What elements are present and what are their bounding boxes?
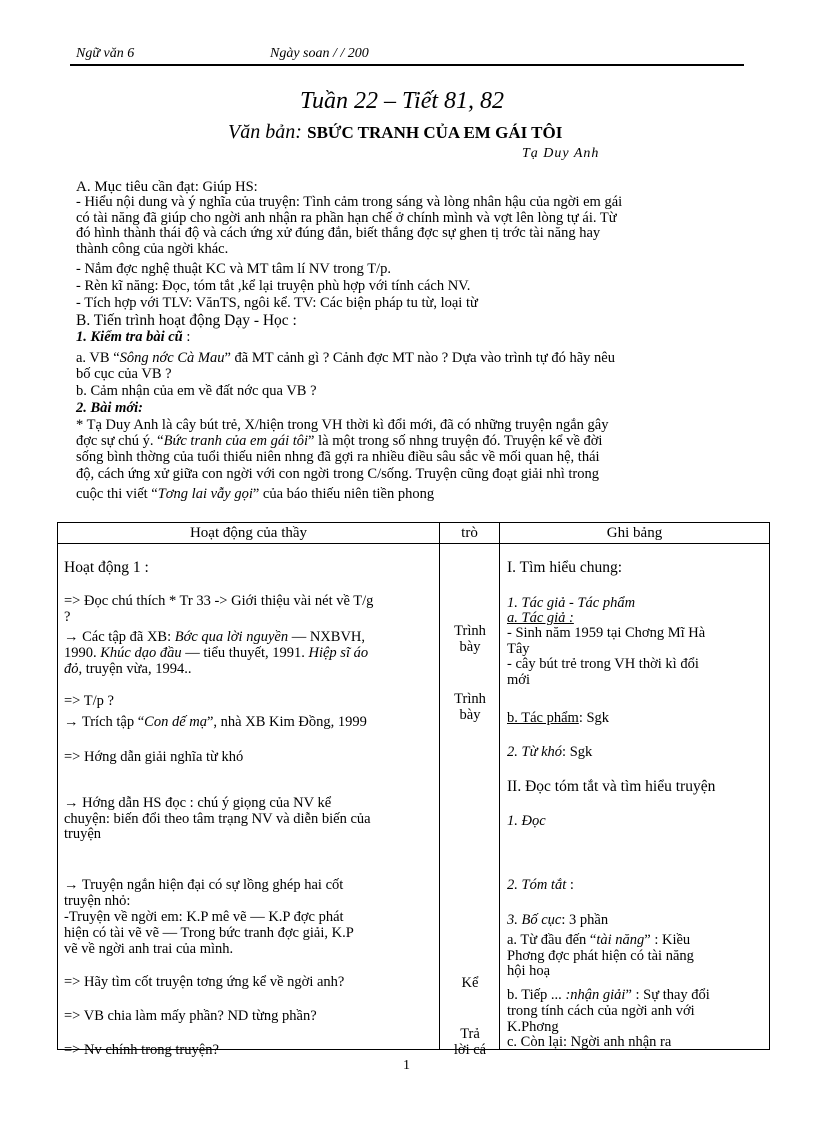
board-line: K.Phơng — [507, 1019, 559, 1035]
activity-1: Hoạt động 1 : — [64, 559, 149, 576]
header-board: Ghi bảng — [500, 523, 770, 544]
header-student: trò — [440, 523, 500, 544]
teacher-line: => Nv chính trong truyện? — [64, 1042, 219, 1058]
board-line — [507, 814, 765, 829]
p2-t3b: đỏ — [64, 661, 79, 677]
board-heading: I. Tìm hiểu chung: — [507, 559, 623, 576]
board-line: - cây bút trẻ trong VH thời kì đổi — [507, 656, 699, 672]
section-a-title: A. Mục tiêu cần đạt: — [76, 179, 199, 195]
table-header-row — [58, 523, 770, 544]
qa-post: ” đã MT cảnh gì ? Cảnh đợc MT nào ? Dựa vào trình tự đó hãy nêu — [224, 350, 615, 366]
student-line: lời cá — [453, 1042, 487, 1058]
g5: 3. Bố cục — [507, 912, 562, 928]
teacher-line — [64, 646, 436, 661]
k1-tail: : — [182, 329, 191, 345]
teacher-column — [58, 544, 440, 1058]
arrow-icon: → — [64, 629, 79, 645]
arrow-icon: → — [64, 795, 79, 811]
teacher-line: ? — [64, 609, 71, 625]
teacher-line — [64, 715, 436, 730]
section-a-line: thành công của ngời khác. — [76, 241, 229, 257]
new-lesson-heading: 2. Bài mới: — [76, 400, 143, 416]
g2: 2. Từ khó — [507, 744, 563, 760]
header-rule — [70, 64, 744, 66]
board-line: hội hoạ — [507, 963, 551, 979]
g5b-post: ” : Sự thay đổi — [625, 987, 710, 1003]
teacher-line: => Hãy tìm cốt truyện tơng ứng kể về ngời anh? — [64, 974, 345, 990]
intro5-title: Tơng lai vẫy gọi — [157, 486, 253, 502]
section-a-line: có tài năng đã giúp cho ngời anh nhận ra phần hạn chế ở chính mình và vợt lên lòng tự ái. Từ — [76, 210, 617, 226]
section-a-line: đó hình thành thái độ và cách ứng xử đúng đắn, biết thắng đợc sự ghen tị trớc tài năng hay — [76, 225, 601, 241]
p2-l3-post: , truyện vừa, 1994.. — [78, 661, 192, 677]
board-heading: II. Đọc tóm tắt và tìm hiểu truyện — [507, 778, 716, 795]
page-number: 1 — [403, 1058, 410, 1073]
arrow-icon: → — [64, 877, 79, 893]
lesson-author: Tạ Duy Anh — [522, 146, 600, 161]
lesson-title — [228, 119, 562, 144]
section-b-heading: B. Tiến trình hoạt động Dạy - Học : — [76, 312, 297, 329]
intro-line: * Tạ Duy Anh là cây bút trẻ, X/hiện trong VH thời kì đổi mới, đã có những truyện ngắn gây — [76, 417, 609, 433]
lesson-week: Tuần 22 – Tiết 81, 82 — [300, 88, 505, 114]
teacher-line: chuyện: biến đổi theo tâm trạng NV và diễn biến của — [64, 811, 371, 827]
intro-line — [76, 434, 740, 449]
board-line — [507, 933, 765, 948]
teacher-line: truyện nhỏ: — [64, 893, 131, 909]
teacher-line: => Đọc chú thích * Tr 33 -> Giới thiệu vài nét về T/g — [64, 593, 374, 609]
p4-pre: Trích tập “ — [78, 714, 145, 730]
teacher-line — [64, 662, 436, 677]
section-a-line: - Nắm đợc nghệ thuật KC và MT tâm lí NV trong T/p. — [76, 261, 391, 277]
board-line: Tây — [507, 641, 530, 657]
question-a-line2: bố cục của VB ? — [76, 366, 172, 382]
g5a-title: tài năng — [596, 932, 645, 948]
table-body-row — [58, 544, 770, 1050]
intro-line: sống bình thờng của tuổi thiếu niên nhng đã gợi ra nhiều điều sâu sắc về mối quan hệ, thái — [76, 449, 600, 465]
board-line — [507, 711, 765, 726]
g3: 1. Đọc — [507, 813, 546, 829]
qa-title: Sông nớc Cà Mau — [119, 350, 225, 366]
header-subject: Ngữ văn 6 — [76, 46, 135, 61]
intro5-pre: cuộc thi viết “ — [76, 486, 158, 502]
g1b: b. Tác phẩm — [507, 710, 579, 726]
board-line — [507, 745, 765, 760]
p2-l2-pre: 1990. — [64, 645, 101, 661]
g5b-title: :nhận giải — [565, 987, 626, 1003]
board-line: mới — [507, 672, 530, 688]
g4: 2. Tóm tắt — [507, 877, 567, 893]
student-line: bày — [459, 707, 481, 723]
qa-pre: a. VB “ — [76, 350, 120, 366]
intro-post: ” là một trong số nhng truyện đó. Truyện kể về đời — [308, 433, 603, 449]
board-column — [500, 544, 770, 1050]
question-a — [76, 351, 740, 366]
g5a-post: ” : Kiều — [644, 932, 691, 948]
student-line: bày — [459, 639, 481, 655]
student-line: Trình — [454, 691, 486, 707]
student-line: Kể — [461, 975, 479, 991]
intro-title: Bức tranh của em gái tôi — [163, 433, 309, 449]
board-line: trong tính cách của ngời anh với — [507, 1003, 695, 1019]
lesson-table — [57, 522, 770, 1058]
g2-tail: : Sgk — [562, 744, 593, 760]
k1-heading: 1. Kiểm tra bài cũ — [76, 329, 183, 345]
g1a: a. Tác giả : — [507, 610, 574, 626]
section-a-line: - Rèn kĩ năng: Đọc, tóm tắt ,kể lại truyện phù hợp với tính cách NV. — [76, 278, 471, 294]
p4-title: Con dế mạ — [144, 714, 207, 730]
teacher-line: => VB chia làm mấy phần? ND từng phần? — [64, 1008, 317, 1024]
g1b-tail: : Sgk — [578, 710, 610, 726]
teacher-line — [64, 796, 436, 811]
teacher-line: => Hớng dẫn giải nghĩa từ khó — [64, 749, 244, 765]
section-a-tail: Giúp HS: — [198, 179, 258, 195]
teacher-line — [64, 630, 436, 645]
board-line — [507, 913, 765, 928]
title-prefix: Văn bản: — [228, 121, 302, 143]
p2-mid: — NXBVH, — [288, 629, 366, 645]
header-date: Ngày soan / / 200 — [270, 46, 369, 61]
board-line: Phơng đợc phát hiện có tài năng — [507, 948, 694, 964]
board-line: c. Còn lại: Ngời anh nhận ra — [507, 1034, 672, 1050]
board-line — [507, 988, 765, 1003]
section-a-line: - Hiểu nội dung và ý nghĩa của truyện: Tình cảm trong sáng và lòng nhân hậu của ngời em gái — [76, 194, 623, 210]
p2-pre: Các tập đã XB: — [78, 629, 175, 645]
teacher-line: truyện — [64, 826, 102, 842]
teacher-line: vẽ về ngời anh trai của mình. — [64, 941, 234, 957]
g5-tail: : 3 phần — [561, 912, 609, 928]
p2-t2: Khúc dạo đầu — [100, 645, 182, 661]
student-column — [440, 544, 500, 1058]
board-line: - Sinh năm 1959 tại Chơng Mĩ Hà — [507, 625, 706, 641]
g1: 1. Tác giả - Tác phẩm — [507, 595, 636, 611]
question-b: b. Cảm nhận của em về đất nớc qua VB ? — [76, 383, 317, 399]
p4-post: ”, nhà XB Kim Đồng, 1999 — [207, 714, 367, 730]
intro-line — [76, 487, 740, 502]
student-line: Trả — [460, 1026, 480, 1042]
teacher-line: hiện có tài vẽ vẽ — Trong bức tranh đợc giải, K.P — [64, 925, 354, 941]
p2-title: Bớc qua lời nguyền — [174, 629, 289, 645]
student-line: Trình — [454, 623, 486, 639]
teacher-line: -Truyện về ngời em: K.P mê vẽ — K.P đợc phát — [64, 909, 344, 925]
g4-tail: : — [566, 877, 574, 893]
p6-l1: Hớng dẫn HS đọc : chú ý giọng của NV kể — [78, 795, 332, 811]
p2-t3a: Hiệp sĩ áo — [308, 645, 369, 661]
intro5-post: ” của báo thiếu niên tiền phong — [252, 486, 435, 502]
arrow-icon: → — [64, 714, 79, 730]
p7-l1: Truyện ngắn hiện đại có sự lồng ghép hai cốt — [78, 877, 344, 893]
teacher-line — [64, 878, 436, 893]
section-a-line: - Tích hợp với TLV: VănTS, ngôi kể. TV: Các biện pháp tu từ, loại từ — [76, 295, 478, 311]
board-line — [507, 878, 765, 893]
header-teacher: Hoạt động của thầy — [58, 523, 440, 544]
g5b-pre: b. Tiếp ... — [507, 987, 566, 1003]
g5a-pre: a. Từ đầu đến “ — [507, 932, 597, 948]
intro-line: độ, cách ứng xử giữa con ngời với con ngời trong C/sống. Truyện cũng đoạt giải nhì trong — [76, 466, 600, 482]
teacher-line: => T/p ? — [64, 693, 114, 709]
title-name: SBỨC TRANH CỦA EM GÁI TÔI — [307, 123, 563, 142]
check-old-lesson-heading — [76, 330, 740, 345]
intro-pre: đợc sự chú ý. “ — [76, 433, 164, 449]
p2-l2-post: — tiểu thuyết, 1991. — [181, 645, 309, 661]
